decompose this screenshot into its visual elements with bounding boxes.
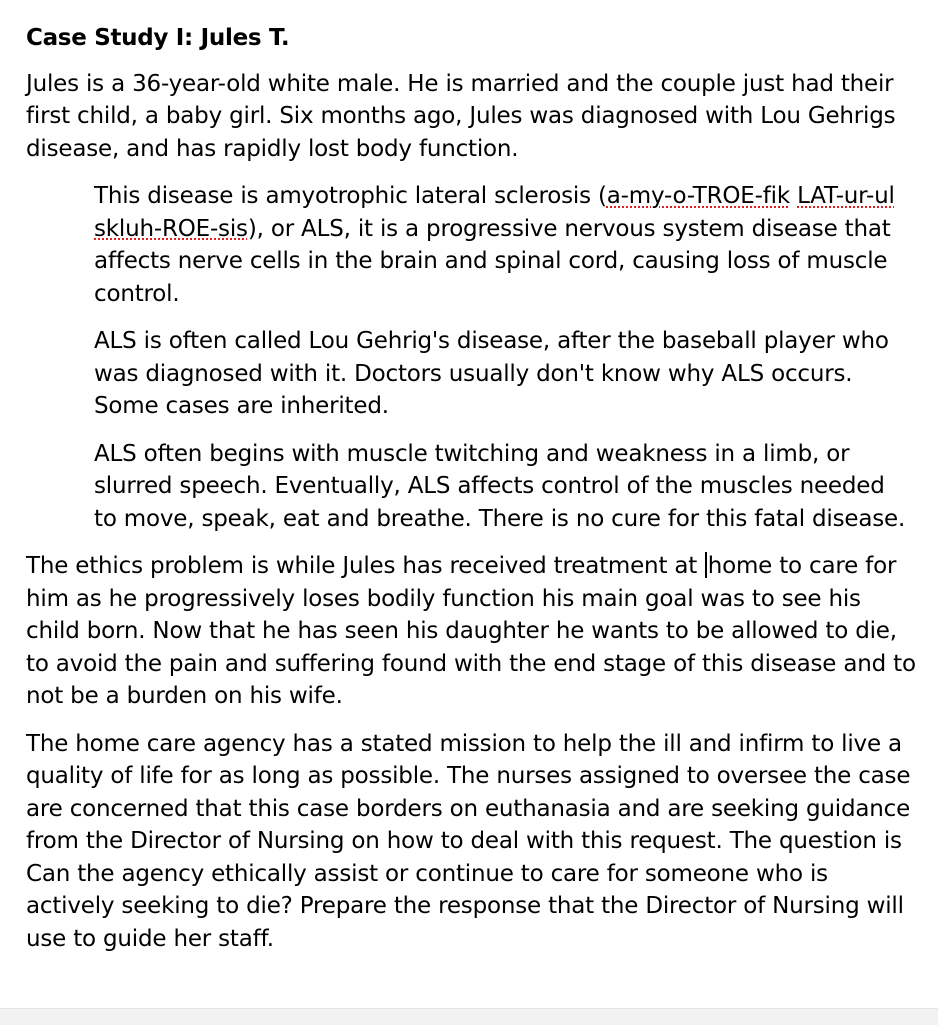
indented-paragraph-history: ALS is often called Lou Gehrig's disease, after the baseball player who was diagnosed with it. Doctors usually don't know why ALS occurs. Some cases are inherited.: [94, 328, 889, 419]
misspelled-word[interactable]: skluh-ROE-sis: [94, 215, 248, 242]
paragraph-ethics-problem: The ethics problem is while Jules has received treatment at home to care for him as he progressively loses bodily function his main goal was to see his child born. Now that he has seen his daughter he wants to be allowed to die, to avoid the pain and suffering found with the end stage of this disease and to not be a burden on his wife.: [26, 553, 916, 709]
definition-text-end: ), or ALS, it is a progressive nervous system disease that affects nerve cells in the brain and spinal cord, causing loss of muscle control.: [94, 215, 891, 307]
misspelled-word[interactable]: LAT-ur-ul: [797, 183, 895, 209]
indented-paragraph-definition: [94, 180, 912, 310]
indented-paragraph-symptoms: ALS often begins with muscle twitching and weakness in a limb, or slurred speech. Eventually, ALS affects control of the muscles needed to move, speak, eat and breathe. There is no cure for this fatal disease.: [94, 440, 906, 532]
text-cursor: [705, 552, 707, 578]
document-body[interactable]: [26, 22, 921, 970]
paragraph-intro: Jules is a 36-year-old white male. He is married and the couple just had their first child, a baby girl. Six months ago, Jules was diagnosed with Lou Gehrigs disease, and has rapidly lost body function.: [26, 70, 896, 162]
definition-text-start: This disease is amyotrophic lateral sclerosis (: [94, 183, 607, 209]
document-title: Case Study I: Jules T.: [26, 25, 290, 51]
paragraph-agency-question: The home care agency has a stated mission to help the ill and infirm to live a quality of life for as long as possible. The nurses assigned to oversee the case are concerned that this case borders on euthanasia and are seeking guidance from the Director of Nursing on how to deal with this request. The question is Can the agency ethically assist or continue to care for someone who is actively seeking to die? Prepare the response that the Director of Nursing will use to guide her staff.: [26, 730, 911, 952]
misspelled-word[interactable]: a-my-o-TROE-fik: [606, 183, 790, 209]
window-bottom-edge: [0, 1008, 938, 1025]
